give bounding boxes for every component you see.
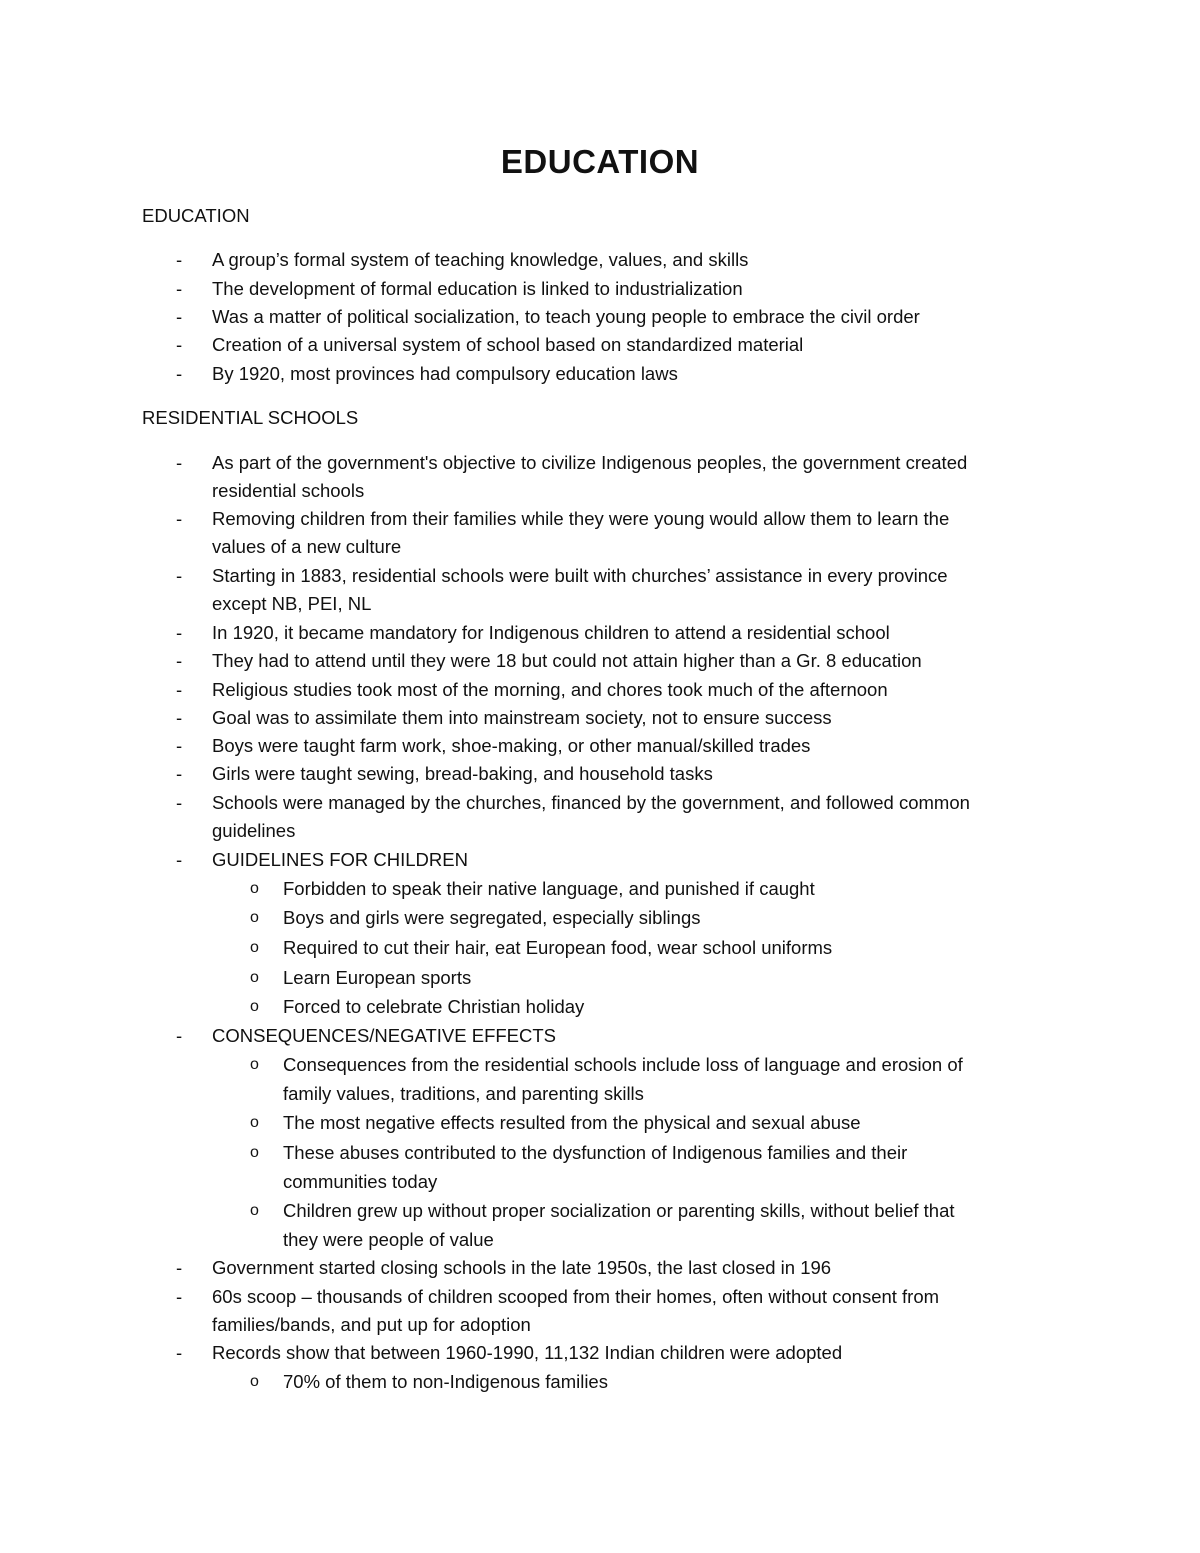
list-item: Girls were taught sewing, bread-baking, and household tasks bbox=[212, 763, 713, 784]
bullet-circle: o bbox=[250, 998, 259, 1015]
sub-list-item: Learn European sports bbox=[283, 967, 472, 988]
list-item: Goal was to assimilate them into mainstream society, not to ensure success bbox=[212, 707, 832, 728]
section-heading-education: EDUCATION bbox=[142, 205, 250, 226]
list-item: Boys were taught farm work, shoe-making, or other manual/skilled trades bbox=[212, 735, 811, 756]
list-item-consequences-heading: CONSEQUENCES/NEGATIVE EFFECTS bbox=[212, 1025, 557, 1046]
bullet-dash: - bbox=[176, 278, 183, 299]
sub-list-item: The most negative effects resulted from the physical and sexual abuse bbox=[283, 1112, 861, 1133]
list-item: Removing children from their families while they were young would allow them to learn the bbox=[212, 508, 950, 529]
sub-list-item: Forced to celebrate Christian holiday bbox=[283, 996, 585, 1017]
list-item: Schools were managed by the churches, financed by the government, and followed common bbox=[212, 792, 970, 813]
bullet-dash: - bbox=[176, 679, 183, 700]
document-title: EDUCATION bbox=[500, 143, 700, 180]
list-item-continuation: values of a new culture bbox=[212, 536, 402, 557]
bullet-dash: - bbox=[176, 650, 183, 671]
list-item: As part of the government's objective to civilize Indigenous peoples, the government created bbox=[212, 452, 968, 473]
bullet-dash: - bbox=[176, 363, 183, 384]
bullet-circle: o bbox=[250, 880, 259, 897]
bullet-circle: o bbox=[250, 939, 259, 956]
bullet-dash: - bbox=[176, 1025, 183, 1046]
bullet-dash: - bbox=[176, 306, 183, 327]
bullet-circle: o bbox=[250, 909, 259, 926]
bullet-dash: - bbox=[176, 763, 183, 784]
bullet-circle: o bbox=[250, 1202, 259, 1219]
bullet-circle: o bbox=[250, 969, 259, 986]
list-item: Creation of a universal system of school based on standardized material bbox=[212, 334, 804, 355]
sub-list-item: 70% of them to non-Indigenous families bbox=[283, 1371, 608, 1392]
list-item-continuation: except NB, PEI, NL bbox=[212, 593, 372, 614]
bullet-dash: - bbox=[176, 849, 183, 870]
bullet-dash: - bbox=[176, 452, 183, 473]
bullet-dash: - bbox=[176, 249, 183, 270]
bullet-dash: - bbox=[176, 707, 183, 728]
bullet-dash: - bbox=[176, 622, 183, 643]
sub-list-item: Forbidden to speak their native language, and punished if caught bbox=[283, 878, 815, 899]
list-item: By 1920, most provinces had compulsory education laws bbox=[212, 363, 678, 384]
section-heading-residential-schools: RESIDENTIAL SCHOOLS bbox=[142, 407, 359, 428]
bullet-dash: - bbox=[176, 1257, 183, 1278]
bullet-dash: - bbox=[176, 1342, 183, 1363]
bullet-dash: - bbox=[176, 565, 183, 586]
list-item: They had to attend until they were 18 but could not attain higher than a Gr. 8 education bbox=[212, 650, 922, 671]
list-item: Records show that between 1960-1990, 11,132 Indian children were adopted bbox=[212, 1342, 843, 1363]
sub-list-item: These abuses contributed to the dysfunction of Indigenous families and their bbox=[283, 1142, 908, 1163]
bullet-dash: - bbox=[176, 792, 183, 813]
bullet-circle: o bbox=[250, 1114, 259, 1131]
list-item: 60s scoop – thousands of children scooped from their homes, often without consent from bbox=[212, 1286, 940, 1307]
list-item: The development of formal education is linked to industrialization bbox=[212, 278, 743, 299]
list-item: Was a matter of political socialization, to teach young people to embrace the civil order bbox=[212, 306, 920, 327]
sub-list-item-continuation: they were people of value bbox=[283, 1229, 494, 1250]
list-item-guidelines-heading: GUIDELINES FOR CHILDREN bbox=[212, 849, 468, 870]
sub-list-item-continuation: family values, traditions, and parenting skills bbox=[283, 1083, 644, 1104]
bullet-dash: - bbox=[176, 334, 183, 355]
sub-list-item: Required to cut their hair, eat European food, wear school uniforms bbox=[283, 937, 833, 958]
list-item: Government started closing schools in the late 1950s, the last closed in 196 bbox=[212, 1257, 832, 1278]
list-item: Religious studies took most of the morning, and chores took much of the afternoon bbox=[212, 679, 888, 700]
list-item-continuation: families/bands, and put up for adoption bbox=[212, 1314, 531, 1335]
bullet-circle: o bbox=[250, 1056, 259, 1073]
list-item-continuation: guidelines bbox=[212, 820, 296, 841]
list-item: In 1920, it became mandatory for Indigenous children to attend a residential school bbox=[212, 622, 890, 643]
bullet-circle: o bbox=[250, 1144, 259, 1161]
list-item: A group’s formal system of teaching knowledge, values, and skills bbox=[212, 249, 749, 270]
sub-list-item: Consequences from the residential schools include loss of language and erosion of bbox=[283, 1054, 963, 1075]
sub-list-item: Children grew up without proper socialization or parenting skills, without belief that bbox=[283, 1200, 955, 1221]
sub-list-item-continuation: communities today bbox=[283, 1171, 438, 1192]
list-item: Starting in 1883, residential schools were built with churches’ assistance in every province bbox=[212, 565, 948, 586]
bullet-dash: - bbox=[176, 508, 183, 529]
list-item-continuation: residential schools bbox=[212, 480, 365, 501]
bullet-dash: - bbox=[176, 1286, 183, 1307]
bullet-dash: - bbox=[176, 735, 183, 756]
bullet-circle: o bbox=[250, 1373, 259, 1390]
sub-list-item: Boys and girls were segregated, especially siblings bbox=[283, 907, 701, 928]
